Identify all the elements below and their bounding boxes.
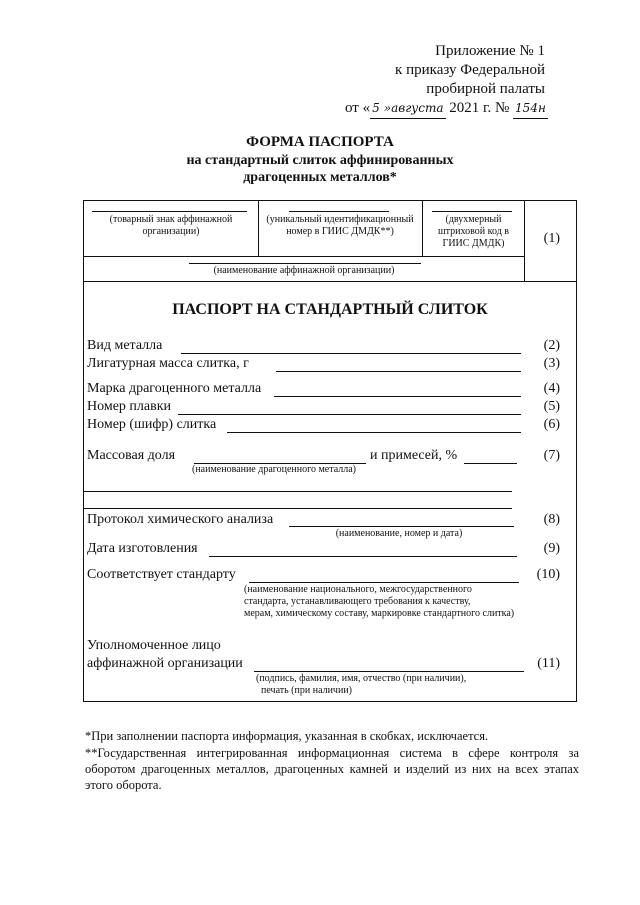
trademark-line <box>92 211 247 212</box>
person-line2: аффинажной организации <box>87 656 243 671</box>
standard-caption-2: стандарта, устанавливающего требования к качеству, <box>244 596 471 607</box>
annex-year: 2021 г. № <box>449 100 510 116</box>
annex-line1: Приложение № 1 <box>435 43 545 59</box>
field-num: (4) <box>543 381 560 396</box>
divider <box>258 201 259 256</box>
field-line <box>289 526 514 527</box>
form-title: ФОРМА ПАСПОРТА <box>246 134 394 150</box>
metal-name-caption: (наименование драгоценного металла) <box>191 464 357 475</box>
handwritten-number: 154н <box>513 99 548 119</box>
field-num-1: (1) <box>543 231 560 246</box>
handwritten-day: 5 <box>370 99 382 119</box>
field-num: (8) <box>543 512 560 527</box>
protocol-caption: (наименование, номер и дата) <box>335 528 463 539</box>
sign-caption-2: печать (при наличии) <box>261 685 352 696</box>
barcode-line <box>432 211 512 212</box>
form-subtitle <box>0 152 640 186</box>
barcode-caption: (двухмерный штриховой код в ГИИС ДМДК) <box>437 214 510 249</box>
field-label: Лигатурная масса слитка, г <box>87 356 249 371</box>
field-num: (11) <box>537 656 560 671</box>
impurities-label: и примесей, % <box>370 448 458 463</box>
field-label: Массовая доля <box>87 448 176 463</box>
field-line <box>254 671 524 672</box>
standard-caption-3: мерам, химическому составу, маркировке стандартного слитка) <box>244 608 515 619</box>
subtitle-line2: драгоценных металлов* <box>243 170 397 185</box>
field-label: Номер (шифр) слитка <box>87 417 217 432</box>
field-num: (2) <box>543 338 560 353</box>
sign-caption <box>256 673 496 697</box>
passport-title: ПАСПОРТ НА СТАНДАРТНЫЙ СЛИТОК <box>172 301 488 318</box>
divider <box>524 201 525 281</box>
field-label: Номер плавки <box>87 399 172 414</box>
sign-caption-1: (подпись, фамилия, имя, отчество (при наличии), <box>256 673 467 684</box>
field-label: Марка драгоценного металла <box>87 381 262 396</box>
field-line <box>464 463 517 464</box>
field-num: (6) <box>543 417 560 432</box>
field-label: Вид металла <box>87 338 163 353</box>
field-label: Дата изготовления <box>87 541 198 556</box>
handwritten-month: »августа <box>382 99 446 119</box>
field-line <box>249 582 519 583</box>
standard-caption <box>244 584 544 620</box>
divider <box>422 201 423 256</box>
standard-caption-1: (наименование национального, межгосударственного <box>244 584 472 595</box>
org-name-caption: (наименование аффинажной организации) <box>213 265 395 276</box>
field-line <box>227 432 521 433</box>
field-line <box>276 371 521 372</box>
field-num: (3) <box>543 356 560 371</box>
field-label: Соответствует стандарту <box>87 567 236 582</box>
footnote-1: *При заполнении паспорта информация, указанная в скобках, исключается. <box>85 729 489 743</box>
annex-block <box>345 42 545 119</box>
annex-line3: пробирной палаты <box>426 81 545 97</box>
passport-form <box>83 200 577 702</box>
annex-date-line <box>345 99 545 119</box>
unique-id-line <box>289 211 389 212</box>
annex-line2: к приказу Федеральной <box>395 62 545 78</box>
field-num: (7) <box>543 448 560 463</box>
field-label: Уполномоченное лицо <box>87 638 221 653</box>
field-label: Протокол химического анализа <box>87 512 274 527</box>
unique-id-caption: (уникальный идентификационный номер в ГИИС ДМДК**) <box>266 214 414 237</box>
divider <box>84 281 576 282</box>
field-num: (5) <box>543 399 560 414</box>
org-name-line <box>189 263 421 264</box>
footnote-2: **Государственная интегрированная информационная система в сфере контроля за оборотом драгоценных металлов, драгоценных камней и изделий из них на всех этапах этого оборота. <box>85 746 579 792</box>
divider <box>84 256 524 257</box>
field-line <box>181 353 521 354</box>
field-line <box>274 396 521 397</box>
field-line <box>209 556 517 557</box>
field-num: (9) <box>543 541 560 556</box>
field-line <box>178 414 521 415</box>
trademark-caption: (товарный знак аффинажной организации) <box>109 214 233 237</box>
field-num: (10) <box>536 567 560 582</box>
date-prefix: от « <box>345 100 371 116</box>
blank-line <box>84 491 512 492</box>
blank-line <box>84 508 512 509</box>
subtitle-line1: на стандартный слиток аффинированных <box>186 153 454 168</box>
